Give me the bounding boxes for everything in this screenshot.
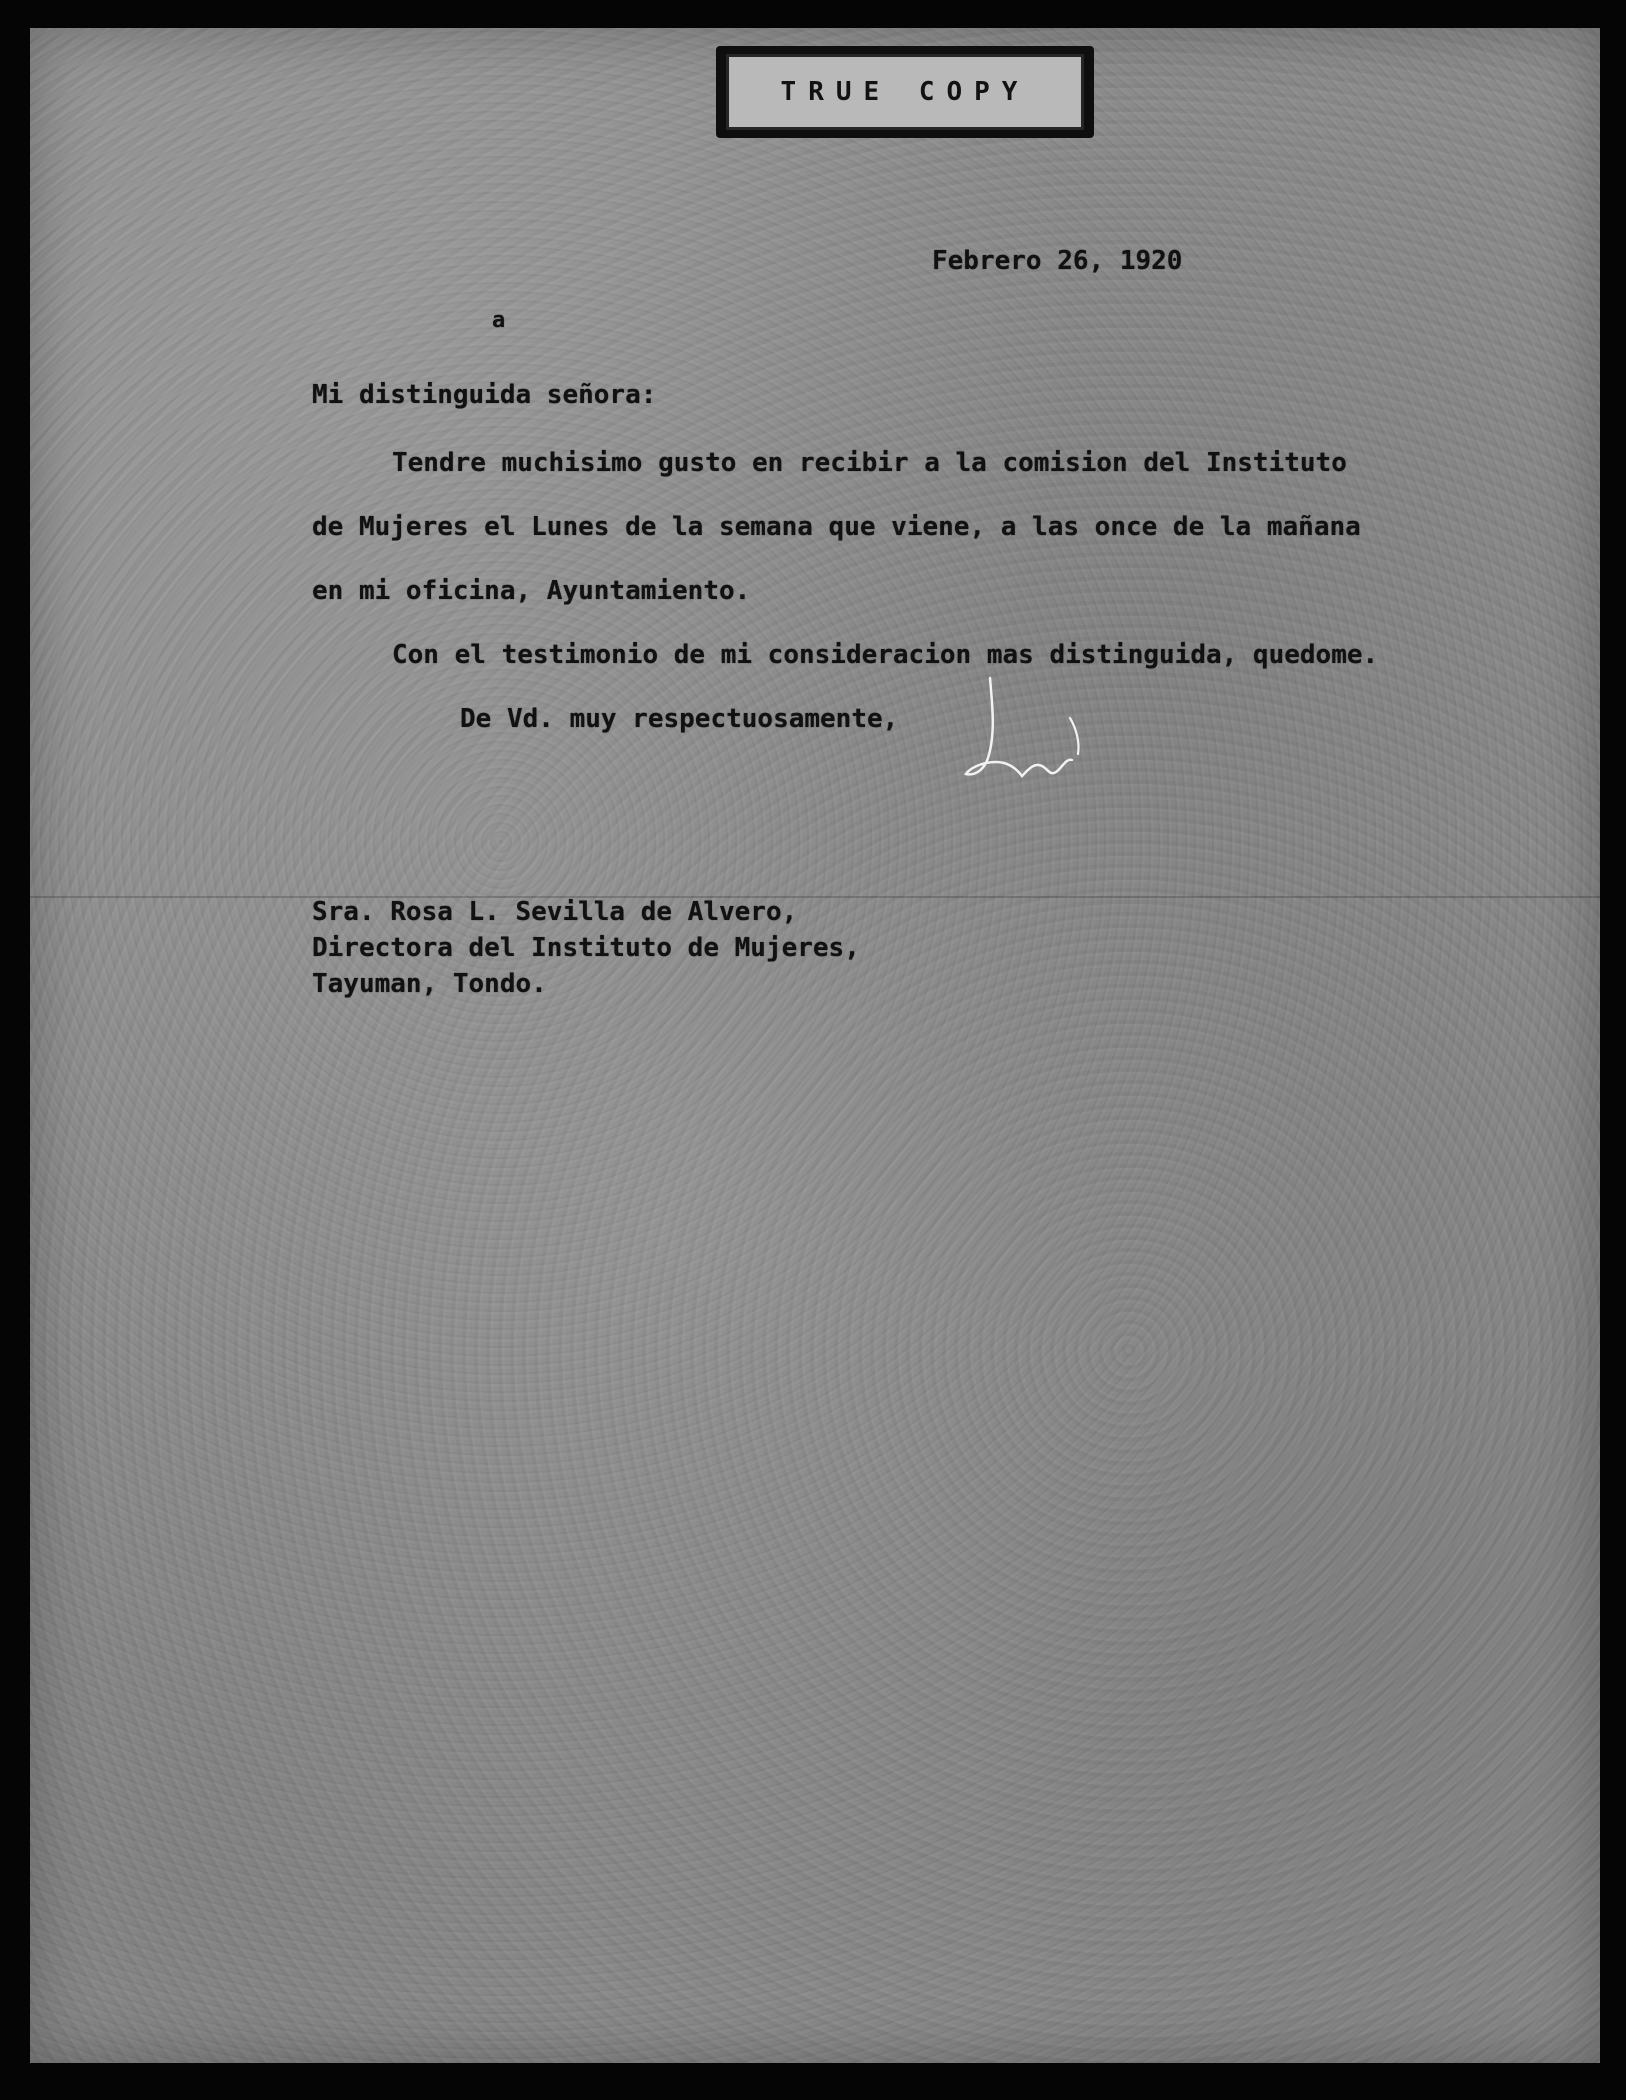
body-line: en mi oficina, Ayuntamiento. — [312, 576, 751, 606]
handwritten-signature — [930, 658, 1130, 808]
document-page — [30, 28, 1600, 2063]
body-line: de Mujeres el Lunes de la semana que viene, a las once de la mañana — [312, 512, 1361, 542]
stray-mark: a — [492, 308, 506, 333]
letter-date: Febrero 26, 1920 — [932, 246, 1183, 276]
address-line: Sra. Rosa L. Sevilla de Alvero, — [312, 897, 798, 927]
body-line: Tendre muchisimo gusto en recibir a la comision del Instituto — [392, 448, 1347, 478]
recipient-address — [312, 894, 860, 1002]
address-line: Tayuman, Tondo. — [312, 969, 547, 999]
true-copy-stamp — [716, 46, 1094, 138]
valediction: De Vd. muy respectuosamente, — [460, 704, 899, 734]
address-line: Directora del Instituto de Mujeres, — [312, 933, 860, 963]
stamp-text: TRUE COPY — [726, 54, 1084, 130]
closing-line: Con el testimonio de mi consideracion mas distinguida, quedome. — [392, 640, 1379, 670]
salutation: Mi distinguida señora: — [312, 380, 657, 410]
